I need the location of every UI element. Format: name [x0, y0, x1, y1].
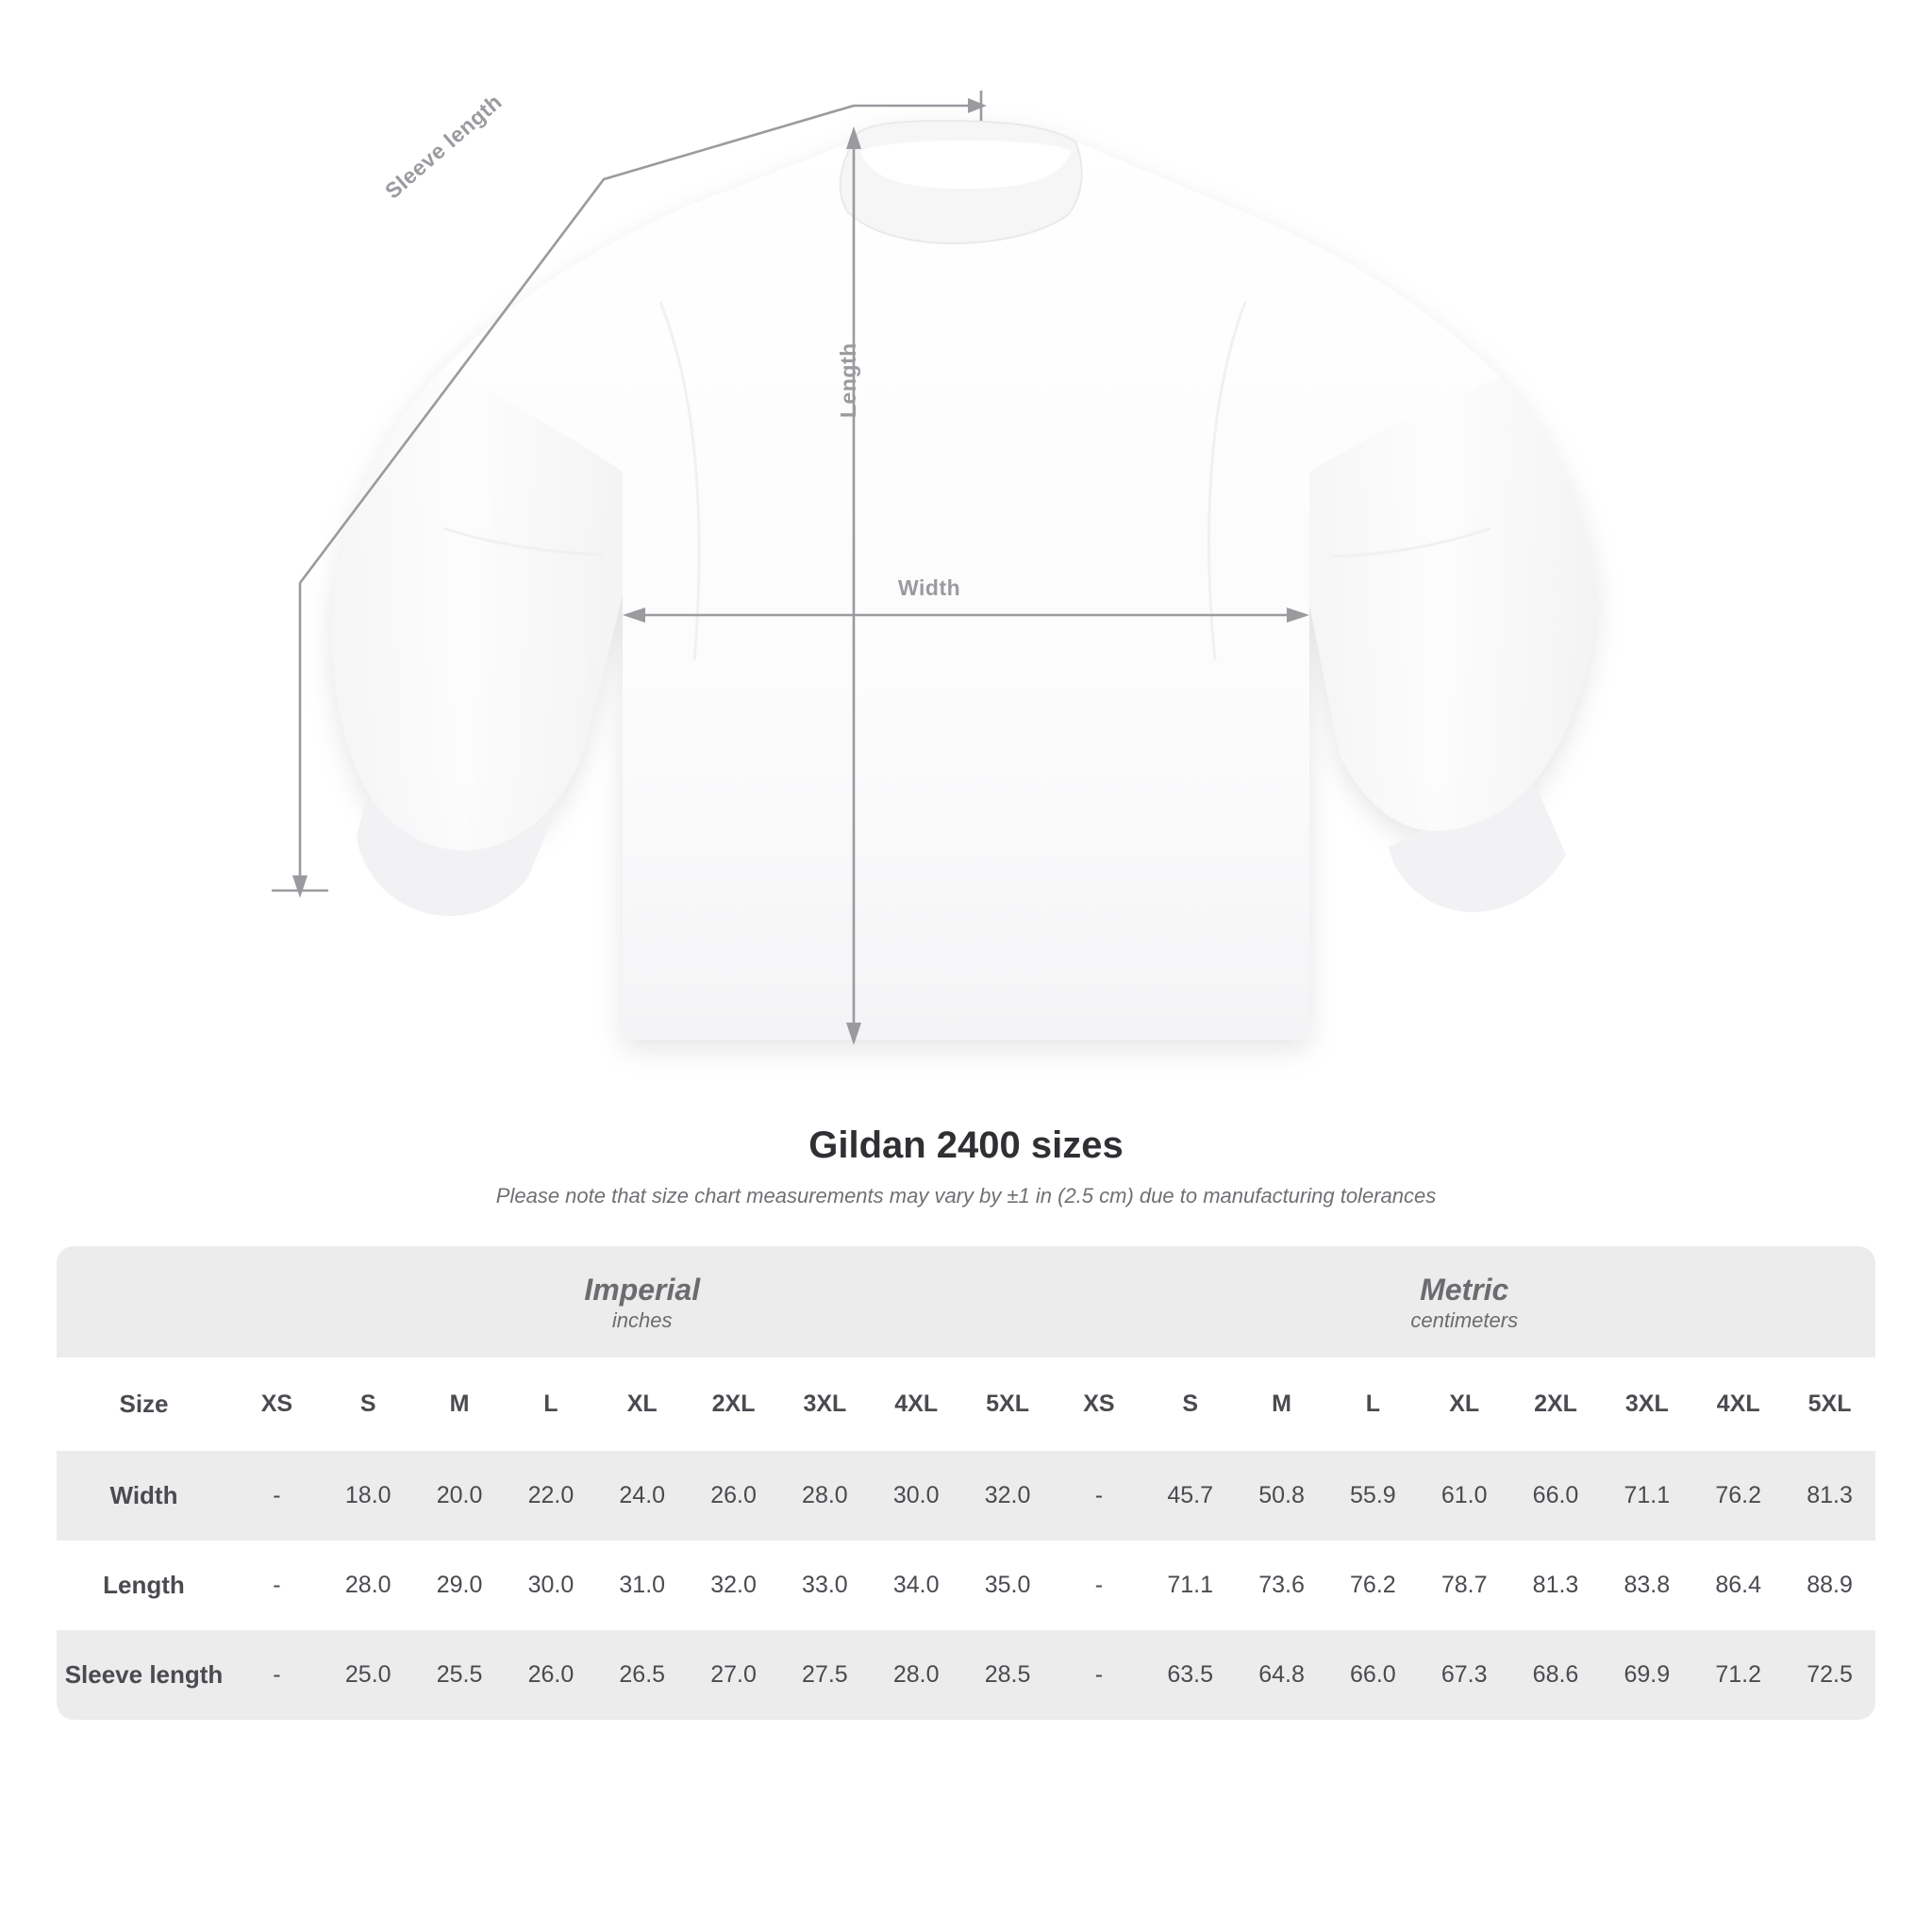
- length-metric-m: 73.6: [1258, 1572, 1305, 1598]
- sleeve-metric-l: 66.0: [1327, 1630, 1419, 1720]
- size-col-imperial-xl: XL: [596, 1357, 688, 1451]
- size-table: [57, 1246, 1875, 1720]
- size-table-wrapper: [57, 1246, 1875, 1720]
- size-col-imperial-m: M: [414, 1357, 506, 1451]
- length-metric-xs: -: [1094, 1572, 1104, 1598]
- width-metric-l: 55.9: [1327, 1451, 1419, 1541]
- sleeve-metric-xl: 67.3: [1419, 1630, 1510, 1720]
- row-label-sleeve-length: Sleeve length: [57, 1630, 231, 1720]
- imperial-unit-header: [231, 1246, 1053, 1357]
- sleeve-metric-s: 63.5: [1144, 1630, 1236, 1720]
- title-block: [0, 1124, 1932, 1208]
- length-dimension-label: Length: [836, 342, 860, 418]
- width-imperial-xs: -: [231, 1451, 323, 1541]
- width-dimension-label: Width: [898, 575, 961, 600]
- size-header-label: Size: [57, 1357, 231, 1451]
- table-row: [57, 1451, 1875, 1541]
- width-imperial-m: 20.0: [414, 1451, 506, 1541]
- size-col-metric-5xl: 5XL: [1784, 1357, 1875, 1451]
- sleeve-imperial-l: 26.0: [505, 1630, 596, 1720]
- length-imperial-4xl: 34.0: [892, 1572, 940, 1598]
- length-imperial-xs: -: [273, 1572, 281, 1598]
- width-metric-5xl: 81.3: [1784, 1451, 1875, 1541]
- length-imperial-2xl: 32.0: [710, 1572, 757, 1598]
- width-imperial-3xl: 28.0: [779, 1451, 871, 1541]
- imperial-unit-name: Imperial: [584, 1273, 701, 1307]
- length-metric-l: 76.2: [1350, 1572, 1396, 1598]
- row-label-length: Length: [103, 1571, 185, 1599]
- width-metric-xs: -: [1053, 1451, 1144, 1541]
- width-imperial-xl: 24.0: [596, 1451, 688, 1541]
- tolerance-note: Please note that size chart measurements may vary by ±1 in (2.5 cm) due to manufacturing tolerances: [495, 1184, 1437, 1208]
- size-col-metric-2xl: 2XL: [1510, 1357, 1602, 1451]
- width-imperial-2xl: 26.0: [688, 1451, 779, 1541]
- sleeve-metric-3xl: 69.9: [1601, 1630, 1692, 1720]
- width-metric-xl: 61.0: [1419, 1451, 1510, 1541]
- width-metric-s: 45.7: [1144, 1451, 1236, 1541]
- table-row: [57, 1630, 1875, 1720]
- width-metric-m: 50.8: [1236, 1451, 1327, 1541]
- sleeve-metric-m: 64.8: [1236, 1630, 1327, 1720]
- sleeve-imperial-5xl: 28.5: [962, 1630, 1054, 1720]
- length-metric-s: 71.1: [1167, 1572, 1214, 1598]
- metric-unit-name: Metric: [1420, 1273, 1509, 1307]
- metric-unit-sub: centimeters: [1410, 1308, 1519, 1332]
- length-metric-4xl: 86.4: [1715, 1572, 1761, 1598]
- size-header-row: [57, 1357, 1875, 1451]
- length-imperial-m: 29.0: [436, 1572, 483, 1598]
- width-imperial-5xl: 32.0: [962, 1451, 1054, 1541]
- length-metric-xl: 78.7: [1441, 1572, 1488, 1598]
- table-row: [57, 1541, 1875, 1630]
- width-metric-2xl: 66.0: [1510, 1451, 1602, 1541]
- width-metric-4xl: 76.2: [1692, 1451, 1784, 1541]
- size-col-imperial-xs: XS: [231, 1357, 323, 1451]
- size-col-imperial-2xl: 2XL: [688, 1357, 779, 1451]
- sleeve-metric-2xl: 68.6: [1510, 1630, 1602, 1720]
- size-col-metric-3xl: 3XL: [1601, 1357, 1692, 1451]
- size-col-metric-4xl: 4XL: [1692, 1357, 1784, 1451]
- width-imperial-l: 22.0: [505, 1451, 596, 1541]
- size-col-imperial-s: S: [323, 1357, 414, 1451]
- sleeve-metric-xs: -: [1053, 1630, 1144, 1720]
- length-metric-3xl: 83.8: [1624, 1572, 1671, 1598]
- length-imperial-l: 30.0: [527, 1572, 575, 1598]
- size-col-imperial-4xl: 4XL: [871, 1357, 962, 1451]
- length-imperial-3xl: 33.0: [802, 1572, 848, 1598]
- size-col-metric-s: S: [1144, 1357, 1236, 1451]
- row-label-width: Width: [57, 1451, 231, 1541]
- imperial-unit-sub: inches: [611, 1308, 673, 1332]
- width-imperial-s: 18.0: [323, 1451, 414, 1541]
- width-metric-3xl: 71.1: [1601, 1451, 1692, 1541]
- page-title: Gildan 2400 sizes: [808, 1124, 1124, 1166]
- sleeve-imperial-m: 25.5: [414, 1630, 506, 1720]
- unit-header-spacer: [57, 1246, 231, 1357]
- sleeve-imperial-xs: -: [231, 1630, 323, 1720]
- length-imperial-xl: 31.0: [619, 1572, 666, 1598]
- length-metric-2xl: 81.3: [1532, 1572, 1579, 1598]
- sleeve-imperial-4xl: 28.0: [871, 1630, 962, 1720]
- metric-unit-header: [1053, 1246, 1875, 1357]
- sleeve-imperial-2xl: 27.0: [688, 1630, 779, 1720]
- unit-header-row: [57, 1246, 1875, 1357]
- size-col-imperial-l: L: [505, 1357, 596, 1451]
- size-col-metric-xl: XL: [1419, 1357, 1510, 1451]
- size-col-imperial-5xl: 5XL: [962, 1357, 1054, 1451]
- sleeve-imperial-3xl: 27.5: [779, 1630, 871, 1720]
- length-imperial-s: 28.0: [344, 1572, 391, 1598]
- width-imperial-4xl: 30.0: [871, 1451, 962, 1541]
- size-col-metric-xs: XS: [1053, 1357, 1144, 1451]
- size-col-imperial-3xl: 3XL: [779, 1357, 871, 1451]
- length-metric-5xl: 88.9: [1807, 1572, 1853, 1598]
- size-col-metric-l: L: [1327, 1357, 1419, 1451]
- sleeve-imperial-xl: 26.5: [596, 1630, 688, 1720]
- sleeve-length-dimension-label: Sleeve length: [380, 89, 507, 204]
- length-imperial-5xl: 35.0: [984, 1572, 1031, 1598]
- size-col-metric-m: M: [1236, 1357, 1327, 1451]
- sleeve-imperial-s: 25.0: [323, 1630, 414, 1720]
- sleeve-metric-5xl: 72.5: [1784, 1630, 1875, 1720]
- sleeve-metric-4xl: 71.2: [1692, 1630, 1784, 1720]
